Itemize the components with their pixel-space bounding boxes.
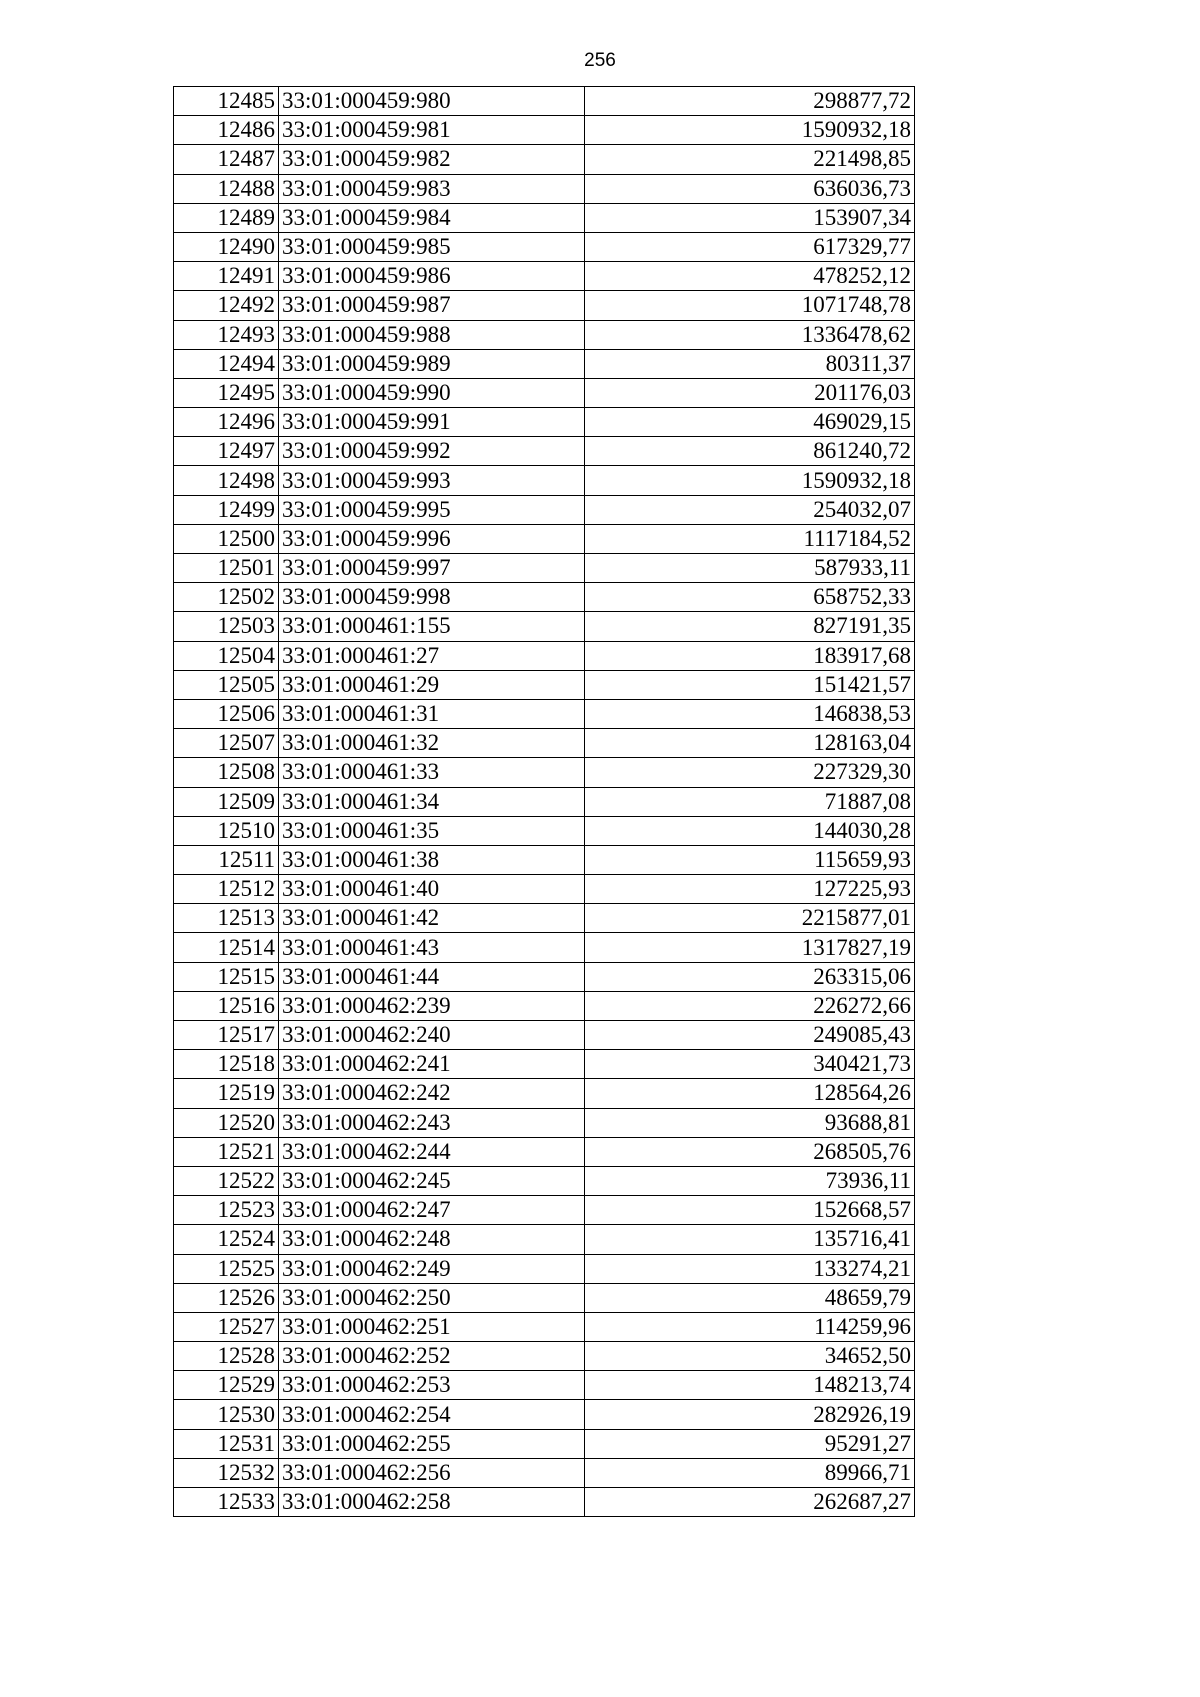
table-row <box>174 408 915 437</box>
cadastral-value-cell: 1590932,18 <box>585 116 915 145</box>
cadastral-number-cell: 33:01:000461:44 <box>279 962 585 991</box>
table-row <box>174 1166 915 1195</box>
cadastral-number-cell: 33:01:000459:987 <box>279 291 585 320</box>
cadastral-number-cell: 33:01:000461:32 <box>279 729 585 758</box>
cadastral-number-cell: 33:01:000461:29 <box>279 670 585 699</box>
table-row <box>174 729 915 758</box>
table-row <box>174 232 915 261</box>
table-row <box>174 1050 915 1079</box>
cadastral-number-cell: 33:01:000459:988 <box>279 320 585 349</box>
cadastral-value-cell: 114259,96 <box>585 1312 915 1341</box>
row-number-cell: 12495 <box>174 378 279 407</box>
row-number-cell: 12532 <box>174 1458 279 1487</box>
table-row <box>174 524 915 553</box>
cadastral-value-cell: 2215877,01 <box>585 904 915 933</box>
table-row <box>174 699 915 728</box>
cadastral-number-cell: 33:01:000461:40 <box>279 875 585 904</box>
table-row <box>174 1429 915 1458</box>
table-row <box>174 1021 915 1050</box>
cadastral-value-cell: 254032,07 <box>585 495 915 524</box>
row-number-cell: 12508 <box>174 758 279 787</box>
row-number-cell: 12502 <box>174 583 279 612</box>
table-row <box>174 1488 915 1517</box>
row-number-cell: 12522 <box>174 1166 279 1195</box>
row-number-cell: 12487 <box>174 145 279 174</box>
table-row <box>174 612 915 641</box>
table-row <box>174 495 915 524</box>
row-number-cell: 12511 <box>174 845 279 874</box>
cadastral-number-cell: 33:01:000462:252 <box>279 1342 585 1371</box>
cadastral-value-cell: 587933,11 <box>585 554 915 583</box>
cadastral-value-cell: 1336478,62 <box>585 320 915 349</box>
cadastral-value-cell: 71887,08 <box>585 787 915 816</box>
row-number-cell: 12523 <box>174 1196 279 1225</box>
cadastral-number-cell: 33:01:000459:982 <box>279 145 585 174</box>
cadastral-value-cell: 1117184,52 <box>585 524 915 553</box>
table-row <box>174 991 915 1020</box>
cadastral-value-cell: 34652,50 <box>585 1342 915 1371</box>
cadastral-number-cell: 33:01:000459:998 <box>279 583 585 612</box>
table-row <box>174 466 915 495</box>
cadastral-value-cell: 89966,71 <box>585 1458 915 1487</box>
cadastral-value-cell: 201176,03 <box>585 378 915 407</box>
cadastral-value-cell: 282926,19 <box>585 1400 915 1429</box>
cadastral-number-cell: 33:01:000459:989 <box>279 349 585 378</box>
row-number-cell: 12509 <box>174 787 279 816</box>
cadastral-number-cell: 33:01:000459:990 <box>279 378 585 407</box>
cadastral-value-cell: 128564,26 <box>585 1079 915 1108</box>
cadastral-number-cell: 33:01:000461:27 <box>279 641 585 670</box>
cadastral-number-cell: 33:01:000461:38 <box>279 845 585 874</box>
row-number-cell: 12518 <box>174 1050 279 1079</box>
cadastral-number-cell: 33:01:000459:992 <box>279 437 585 466</box>
table-row <box>174 1342 915 1371</box>
cadastral-value-cell: 478252,12 <box>585 262 915 291</box>
table-row <box>174 1400 915 1429</box>
table-row <box>174 1371 915 1400</box>
table-row <box>174 1283 915 1312</box>
table-row <box>174 1254 915 1283</box>
cadastral-value-cell: 227329,30 <box>585 758 915 787</box>
cadastral-number-cell: 33:01:000462:258 <box>279 1488 585 1517</box>
cadastral-value-cell: 263315,06 <box>585 962 915 991</box>
row-number-cell: 12526 <box>174 1283 279 1312</box>
cadastral-number-cell: 33:01:000461:35 <box>279 816 585 845</box>
cadastral-number-cell: 33:01:000459:985 <box>279 232 585 261</box>
row-number-cell: 12496 <box>174 408 279 437</box>
table-row <box>174 262 915 291</box>
table-row <box>174 583 915 612</box>
cadastral-value-cell: 827191,35 <box>585 612 915 641</box>
table-row <box>174 1137 915 1166</box>
cadastral-number-cell: 33:01:000462:245 <box>279 1166 585 1195</box>
row-number-cell: 12528 <box>174 1342 279 1371</box>
cadastral-value-cell: 636036,73 <box>585 174 915 203</box>
table-row <box>174 1458 915 1487</box>
table-row <box>174 641 915 670</box>
table-row <box>174 787 915 816</box>
row-number-cell: 12498 <box>174 466 279 495</box>
cadastral-number-cell: 33:01:000459:980 <box>279 87 585 116</box>
row-number-cell: 12499 <box>174 495 279 524</box>
cadastral-value-cell: 1590932,18 <box>585 466 915 495</box>
cadastral-value-cell: 93688,81 <box>585 1108 915 1137</box>
cadastral-value-cell: 298877,72 <box>585 87 915 116</box>
row-number-cell: 12491 <box>174 262 279 291</box>
cadastral-number-cell: 33:01:000461:33 <box>279 758 585 787</box>
cadastral-value-cell: 144030,28 <box>585 816 915 845</box>
table-row <box>174 670 915 699</box>
row-number-cell: 12494 <box>174 349 279 378</box>
table-row <box>174 87 915 116</box>
row-number-cell: 12521 <box>174 1137 279 1166</box>
row-number-cell: 12530 <box>174 1400 279 1429</box>
cadastral-number-cell: 33:01:000462:248 <box>279 1225 585 1254</box>
row-number-cell: 12519 <box>174 1079 279 1108</box>
cadastral-number-cell: 33:01:000461:43 <box>279 933 585 962</box>
cadastral-value-cell: 95291,27 <box>585 1429 915 1458</box>
cadastral-value-cell: 469029,15 <box>585 408 915 437</box>
cadastral-value-cell: 183917,68 <box>585 641 915 670</box>
table-row <box>174 145 915 174</box>
cadastral-number-cell: 33:01:000461:34 <box>279 787 585 816</box>
cadastral-number-cell: 33:01:000461:31 <box>279 699 585 728</box>
cadastral-number-cell: 33:01:000462:254 <box>279 1400 585 1429</box>
cadastral-number-cell: 33:01:000459:986 <box>279 262 585 291</box>
row-number-cell: 12490 <box>174 232 279 261</box>
cadastral-number-cell: 33:01:000462:243 <box>279 1108 585 1137</box>
cadastral-number-cell: 33:01:000459:981 <box>279 116 585 145</box>
cadastral-number-cell: 33:01:000459:984 <box>279 203 585 232</box>
cadastral-value-cell: 861240,72 <box>585 437 915 466</box>
row-number-cell: 12513 <box>174 904 279 933</box>
cadastral-number-cell: 33:01:000461:155 <box>279 612 585 641</box>
table-row <box>174 1312 915 1341</box>
row-number-cell: 12515 <box>174 962 279 991</box>
cadastral-value-cell: 249085,43 <box>585 1021 915 1050</box>
row-number-cell: 12497 <box>174 437 279 466</box>
cadastral-value-cell: 80311,37 <box>585 349 915 378</box>
cadastral-number-cell: 33:01:000462:255 <box>279 1429 585 1458</box>
row-number-cell: 12488 <box>174 174 279 203</box>
table-row <box>174 1079 915 1108</box>
cadastral-number-cell: 33:01:000459:991 <box>279 408 585 437</box>
row-number-cell: 12512 <box>174 875 279 904</box>
table-row <box>174 758 915 787</box>
table-row <box>174 962 915 991</box>
table-row <box>174 291 915 320</box>
cadastral-value-cell: 1317827,19 <box>585 933 915 962</box>
table-row <box>174 816 915 845</box>
cadastral-value-cell: 152668,57 <box>585 1196 915 1225</box>
cadastral-value-table <box>173 86 915 1517</box>
table-row <box>174 1108 915 1137</box>
cadastral-number-cell: 33:01:000462:251 <box>279 1312 585 1341</box>
cadastral-value-cell: 48659,79 <box>585 1283 915 1312</box>
cadastral-number-cell: 33:01:000462:253 <box>279 1371 585 1400</box>
table-row <box>174 437 915 466</box>
row-number-cell: 12501 <box>174 554 279 583</box>
cadastral-value-cell: 127225,93 <box>585 875 915 904</box>
row-number-cell: 12524 <box>174 1225 279 1254</box>
table-row <box>174 904 915 933</box>
row-number-cell: 12517 <box>174 1021 279 1050</box>
row-number-cell: 12516 <box>174 991 279 1020</box>
table-row <box>174 933 915 962</box>
row-number-cell: 12500 <box>174 524 279 553</box>
row-number-cell: 12503 <box>174 612 279 641</box>
cadastral-value-cell: 151421,57 <box>585 670 915 699</box>
cadastral-value-cell: 133274,21 <box>585 1254 915 1283</box>
cadastral-number-cell: 33:01:000459:995 <box>279 495 585 524</box>
table-row <box>174 845 915 874</box>
cadastral-number-cell: 33:01:000459:997 <box>279 554 585 583</box>
cadastral-number-cell: 33:01:000462:240 <box>279 1021 585 1050</box>
cadastral-value-cell: 1071748,78 <box>585 291 915 320</box>
cadastral-number-cell: 33:01:000462:249 <box>279 1254 585 1283</box>
row-number-cell: 12507 <box>174 729 279 758</box>
row-number-cell: 12486 <box>174 116 279 145</box>
cadastral-number-cell: 33:01:000462:244 <box>279 1137 585 1166</box>
table-row <box>174 554 915 583</box>
row-number-cell: 12529 <box>174 1371 279 1400</box>
cadastral-value-cell: 115659,93 <box>585 845 915 874</box>
table-body <box>174 87 915 1517</box>
table-row <box>174 116 915 145</box>
table-row <box>174 320 915 349</box>
cadastral-value-cell: 617329,77 <box>585 232 915 261</box>
cadastral-value-cell: 146838,53 <box>585 699 915 728</box>
cadastral-number-cell: 33:01:000462:242 <box>279 1079 585 1108</box>
table-row <box>174 378 915 407</box>
cadastral-value-cell: 221498,85 <box>585 145 915 174</box>
row-number-cell: 12514 <box>174 933 279 962</box>
cadastral-value-cell: 153907,34 <box>585 203 915 232</box>
table-row <box>174 349 915 378</box>
cadastral-value-cell: 340421,73 <box>585 1050 915 1079</box>
cadastral-value-cell: 226272,66 <box>585 991 915 1020</box>
row-number-cell: 12492 <box>174 291 279 320</box>
cadastral-number-cell: 33:01:000461:42 <box>279 904 585 933</box>
cadastral-value-cell: 262687,27 <box>585 1488 915 1517</box>
cadastral-number-cell: 33:01:000462:250 <box>279 1283 585 1312</box>
row-number-cell: 12525 <box>174 1254 279 1283</box>
cadastral-number-cell: 33:01:000462:256 <box>279 1458 585 1487</box>
row-number-cell: 12506 <box>174 699 279 728</box>
row-number-cell: 12505 <box>174 670 279 699</box>
row-number-cell: 12489 <box>174 203 279 232</box>
cadastral-number-cell: 33:01:000462:241 <box>279 1050 585 1079</box>
row-number-cell: 12520 <box>174 1108 279 1137</box>
cadastral-number-cell: 33:01:000459:996 <box>279 524 585 553</box>
cadastral-value-cell: 148213,74 <box>585 1371 915 1400</box>
row-number-cell: 12485 <box>174 87 279 116</box>
row-number-cell: 12504 <box>174 641 279 670</box>
table-row <box>174 1196 915 1225</box>
page-number: 256 <box>584 50 616 71</box>
table-row <box>174 203 915 232</box>
table-row <box>174 174 915 203</box>
cadastral-value-cell: 658752,33 <box>585 583 915 612</box>
cadastral-number-cell: 33:01:000462:247 <box>279 1196 585 1225</box>
table-row <box>174 1225 915 1254</box>
cadastral-value-cell: 73936,11 <box>585 1166 915 1195</box>
table-row <box>174 875 915 904</box>
row-number-cell: 12531 <box>174 1429 279 1458</box>
row-number-cell: 12510 <box>174 816 279 845</box>
cadastral-value-cell: 128163,04 <box>585 729 915 758</box>
row-number-cell: 12527 <box>174 1312 279 1341</box>
cadastral-value-cell: 135716,41 <box>585 1225 915 1254</box>
row-number-cell: 12493 <box>174 320 279 349</box>
row-number-cell: 12533 <box>174 1488 279 1517</box>
cadastral-number-cell: 33:01:000459:993 <box>279 466 585 495</box>
cadastral-number-cell: 33:01:000462:239 <box>279 991 585 1020</box>
cadastral-number-cell: 33:01:000459:983 <box>279 174 585 203</box>
cadastral-value-cell: 268505,76 <box>585 1137 915 1166</box>
